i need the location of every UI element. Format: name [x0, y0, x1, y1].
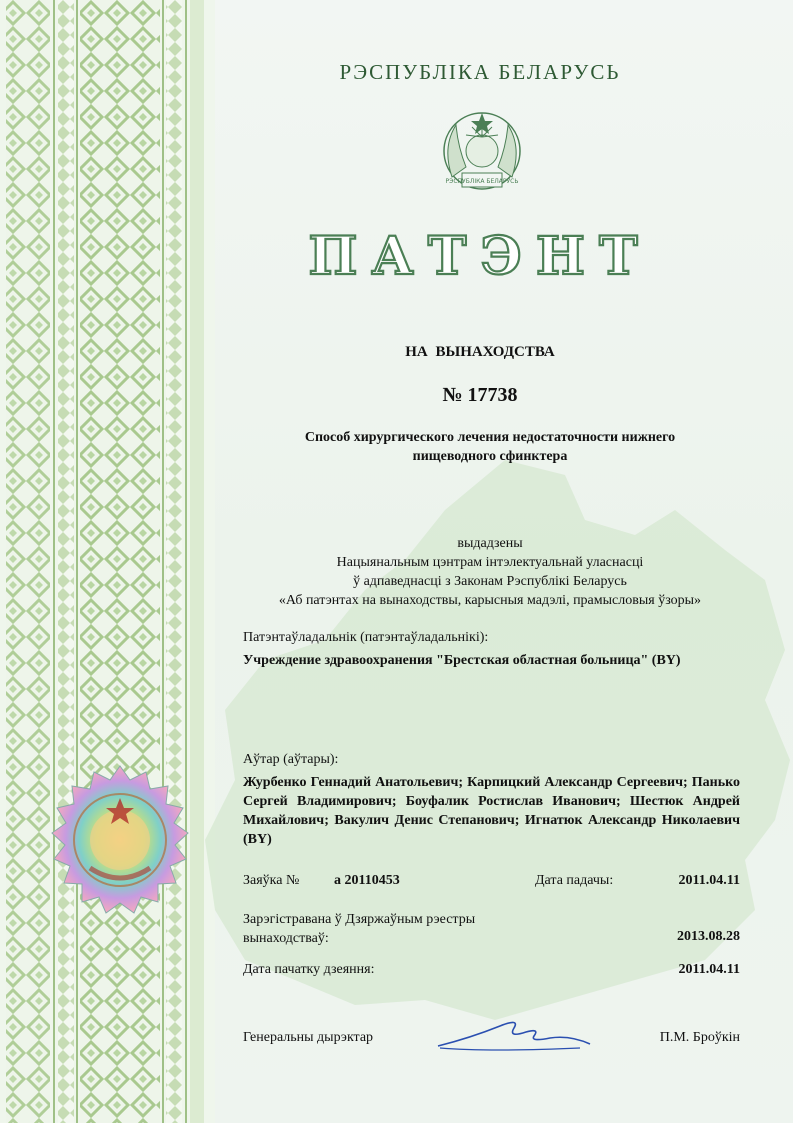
belarus-map-watermark	[205, 440, 793, 1040]
invention-title-line: пищеводного сфинктера	[412, 449, 568, 464]
start-date-value: 2011.04.11	[678, 962, 740, 977]
registration-label	[243, 910, 475, 948]
holder-value: Учреждение здравоохранения "Брестская областная больница" (BY)	[243, 653, 681, 668]
state-emblem-icon	[436, 107, 528, 203]
authors-value: Журбенко Геннадий Анатольевич; Карпицкий Александр Сергеевич; Панько Сергей Владимирович; Боуфалик Ростислав Иванович; Шестюк Андрей Михайлович; Вакулич Денис Степанович; Игнатюк Александр Николаевич (BY)	[243, 775, 740, 847]
signature-icon	[430, 1008, 600, 1058]
filing-date-label: Дата падачы:	[535, 873, 614, 888]
svg-text:РЭСПУБЛІКА БЕЛАРУСЬ: РЭСПУБЛІКА БЕЛАРУСЬ	[445, 178, 519, 185]
ornamental-border	[0, 0, 215, 1123]
patent-number: № 17738	[442, 384, 518, 406]
country-name: РЭСПУБЛІКА БЕЛАРУСЬ	[339, 60, 621, 84]
issued-line: ў адпаведнасці з Законам Рэспублікі Беларусь	[353, 574, 627, 589]
application-number-value: а 20110453	[334, 873, 400, 888]
director-label: Генеральны дырэктар	[243, 1030, 374, 1045]
director-name: П.М. Броўкін	[659, 1030, 740, 1045]
application-number-label: Заяўка №	[243, 873, 300, 888]
patent-kind: НА ВЫНАХОДСТВА	[405, 344, 555, 360]
holder-label: Патэнтаўладальнік (патэнтаўладальнікі):	[243, 630, 489, 645]
start-date-label: Дата пачатку дзеяння:	[243, 962, 375, 977]
patent-title	[300, 222, 660, 286]
authors-label: Аўтар (аўтары):	[243, 752, 339, 767]
issued-line: выдадзены	[457, 536, 523, 551]
invention-title	[245, 428, 735, 466]
invention-title-line: Способ хирургического лечения недостаточности нижнего	[304, 430, 676, 445]
registration-label-line: Зарэгістравана ў Дзяржаўным рэестры	[243, 912, 476, 927]
registration-label-line: вынаходстваў:	[243, 931, 329, 946]
issued-line: «Аб патэнтах на вынаходствы, карысныя мадэлі, прамысловыя ўзоры»	[278, 593, 702, 608]
holographic-seal-icon	[30, 748, 210, 928]
filing-date-value: 2011.04.11	[678, 873, 740, 888]
svg-text:ПАТЭНТ: ПАТЭНТ	[308, 226, 652, 286]
issued-by-text	[230, 534, 750, 610]
issued-line: Нацыянальным цэнтрам інтэлектуальнай уласнасці	[336, 555, 644, 570]
registration-date-value: 2013.08.28	[677, 929, 740, 944]
